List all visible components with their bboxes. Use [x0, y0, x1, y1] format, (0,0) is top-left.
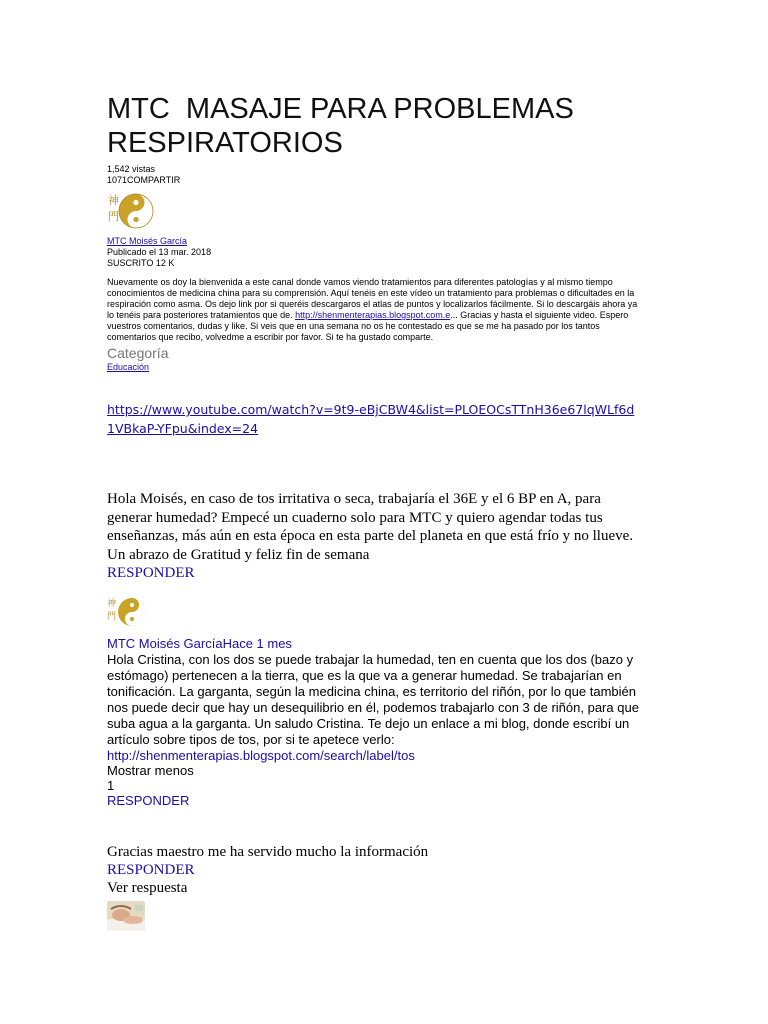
description-link[interactable]: http://shenmenterapias.blogspot.com.e	[295, 310, 451, 320]
comment-text: Hola Moisés, en caso de tos irritativa o seca, trabajaría el 36E y el 6 BP en A, para generar humedad? Empecé un cuaderno solo para MTC y quiero agendar todas tus enseñanzas, más aún en esta época en esta parte del planeta en que está frío y no llueve. Un abrazo de Gratitud y feliz fin de semana	[107, 491, 634, 563]
like-count: 1	[107, 778, 115, 793]
comment-text-2: Gracias maestro me ha servido mucho la información	[107, 844, 429, 860]
yin-yang-logo-icon[interactable]	[107, 190, 155, 234]
page	[107, 92, 647, 931]
view-reply-button[interactable]: Ver respuesta	[107, 880, 188, 896]
reply-button[interactable]: RESPONDER	[107, 565, 195, 581]
reply-text: Hola Cristina, con los dos se puede trabajar la humedad, ten en cuenta que los dos (bazo y estómago) pertenecen a la tierra, que es la que va a generar humedad. Se trabajarían en tonificación. La garganta, según la medicina china, es territorio del riñón, por lo que también nos puede decir que hay un desequilibrio en él, podemos trabajarlo con 3 de riñón, para que suba agua a la garganta. Un saludo Cristina. Te dejo un enlace a mi blog, donde escribí un artículo sobre tipos de tos, por si te apetece verlo:	[107, 652, 639, 747]
svg-text:神: 神	[108, 194, 119, 207]
show-less-button[interactable]: Mostrar menos	[107, 763, 194, 778]
reply-avatar-yin-yang-icon[interactable]	[107, 594, 147, 632]
video-title: MTC MASAJE PARA PROBLEMAS RESPIRATORIOS	[107, 93, 582, 159]
description-text-end: ... Gracias y hasta el siguiente video. Espero vuestros comentarios, dudas y like. Si veis que en una semana no os he contestado es que se me ha pasado por los tantos comentarios que recibo, volvedme a escribir por favor. Si te ha gustado comparte.	[107, 310, 629, 342]
massage-avatar-icon[interactable]	[107, 901, 145, 931]
reply-blog-link[interactable]: http://shenmenterapias.blogspot.com/search/label/tos	[107, 748, 415, 763]
reply-author-time[interactable]: MTC Moisés GarcíaHace 1 mes	[107, 636, 292, 651]
category-heading: Categoría	[107, 345, 169, 361]
svg-text:門: 門	[108, 210, 119, 223]
category-link[interactable]: Educación	[107, 362, 150, 372]
published-date: Publicado el 13 mar. 2018	[107, 247, 212, 257]
description-text: Nuevamente os doy la bienvenida a este canal donde vamos viendo tratamientos para diferentes patologías y al mismo tiempo conocimientos de medicina china para su comprensión. Aquí tenéis en este vídeo un tratamiento para problemas o dificultades en la respiración como asma. Os dejo link por si queréis descargaros el atlas de puntos y localizarlos fácilmente. Si lo descargáis ahora ya lo tenéis para posteriores tratamientos que de.	[107, 277, 638, 320]
share-action[interactable]: 1071COMPARTIR	[107, 175, 181, 185]
channel-link[interactable]: MTC Moisés García	[107, 236, 188, 246]
subscribed-status[interactable]: SUSCRITO 12 K	[107, 258, 175, 268]
reply-button-2[interactable]: RESPONDER	[107, 862, 195, 878]
svg-text:神: 神	[107, 599, 117, 609]
reply-responder-button[interactable]: RESPONDER	[107, 793, 190, 808]
view-count: 1,542 vistas	[107, 164, 156, 174]
youtube-url-link[interactable]: https://www.youtube.com/watch?v=9t9-eBjCBW4&list=PLOEOCsTTnH36e67lqWLf6d1VBkaP-YFpu&index=24	[107, 402, 635, 436]
video-meta	[107, 164, 647, 186]
svg-text:門: 門	[107, 612, 117, 622]
video-description	[107, 277, 642, 343]
